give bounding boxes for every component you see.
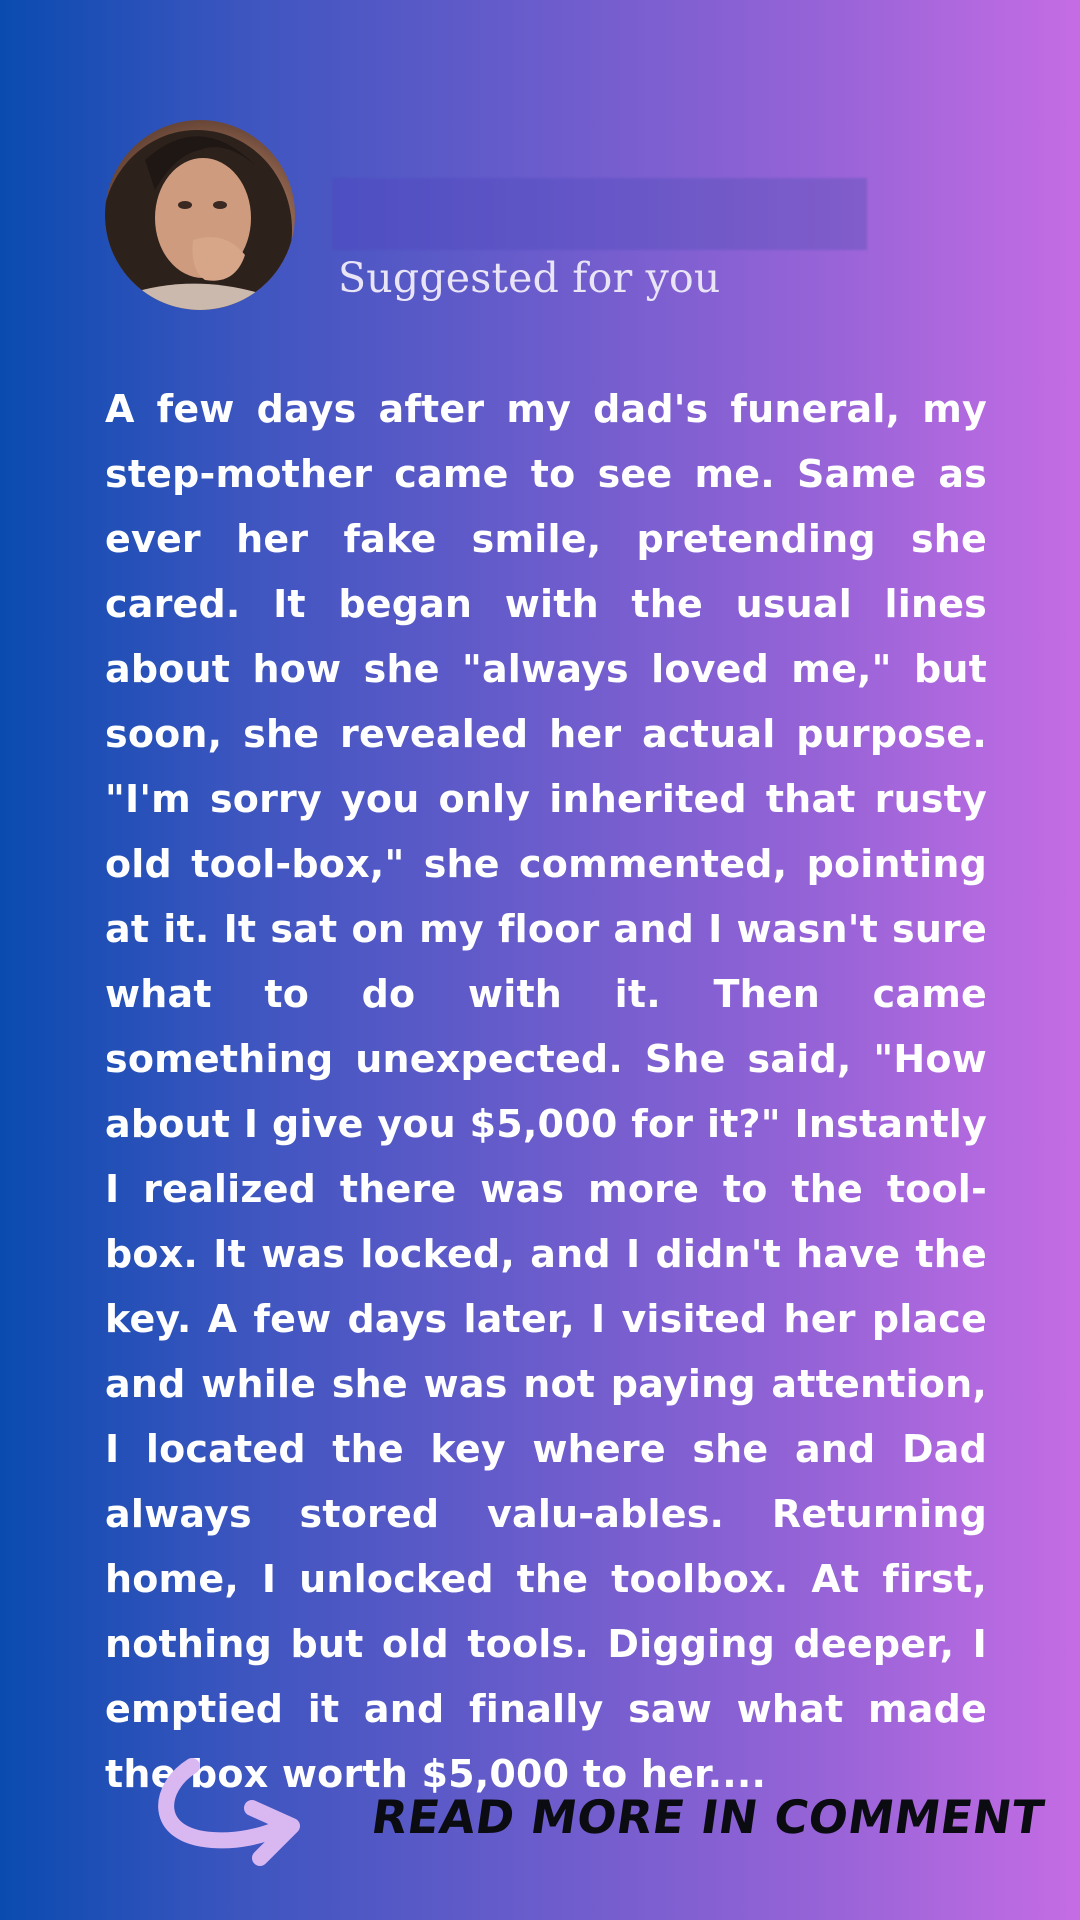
avatar[interactable] [105,120,295,310]
curved-arrow-icon [152,1758,302,1868]
avatar-portrait [105,120,295,310]
suggested-label: Suggested for you [338,254,721,302]
blurred-username [332,178,867,250]
post-story-text: A few days after my dad's funeral, my step-mother came to see me. Same as ever her fake smile, pretending she cared. It began with the usual lines about how she "always loved me," but soon, she revealed her actual purpose. "I'm sorry you only inherited that rusty old tool-box," she commented, pointing at it. It sat on my floor and I wasn't sure what to do with it. Then came something unexpected. She said, "How about I give you $5,000 for it?" Instantly I realized there was more to the tool-box. It was locked, and I didn't have the key. A few days later, I visited her place and while she was not paying attention, I located the key where she and Dad always stored valu-ables. Returning home, I unlocked the toolbox. At first, nothing but old tools. Digging deeper, I emptied it and finally saw what made the box worth $5,000 to her.... [105,387,987,1796]
read-more-label[interactable]: READ MORE IN COMMENT [368,1790,1048,1844]
